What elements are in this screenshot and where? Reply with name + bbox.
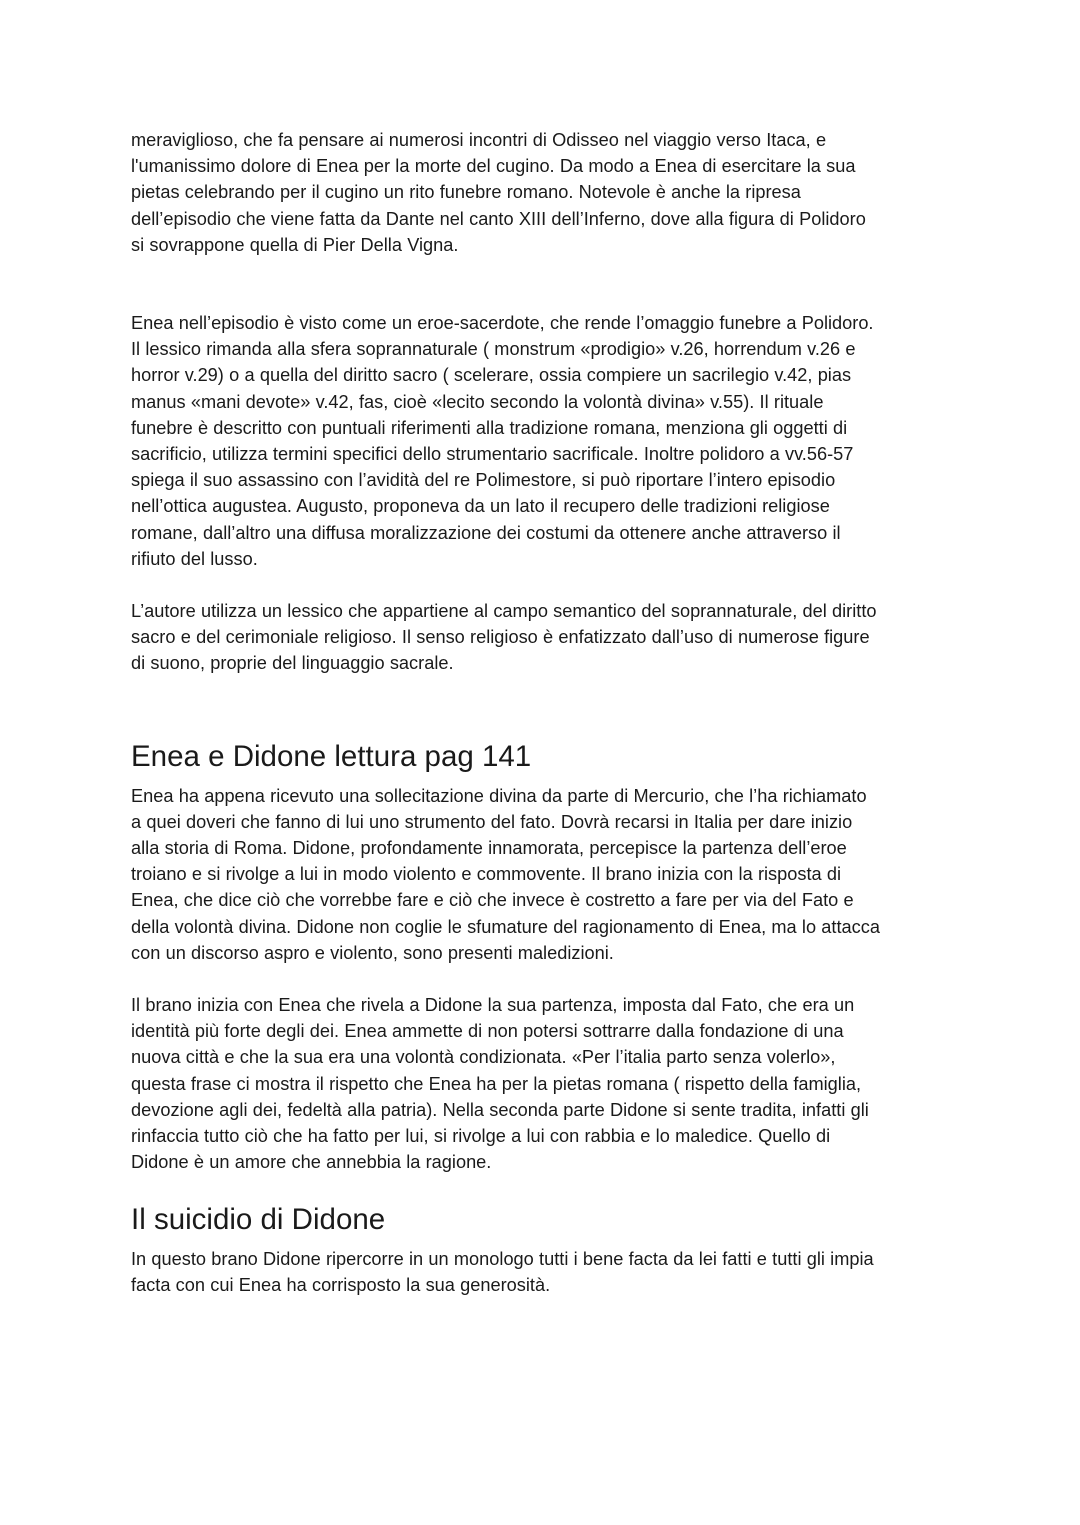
heading-enea-didone: Enea e Didone lettura pag 141 [131,739,532,773]
paragraph-suicidio: In questo brano Didone ripercorre in un monologo tutti i bene facta da lei fatti e tutti gli impia facta con cui Enea ha corrisposto la sua generosità. [131,1248,874,1295]
paragraph-polidoro-intro: meraviglioso, che fa pensare ai numerosi incontri di Odisseo nel viaggio verso Itaca, e l'umanissimo dolore di Enea per la morte del cugino. Da modo a Enea di esercitare la sua pietas celebrando per il cugino un rito funebre romano. Notevole è anche la ripresa dell’episodio che viene fatta da Dante nel canto XIII dell’Inferno, dove alla figura di Polidoro si sovrappone quella di Pier Della Vigna. [131,130,866,255]
paragraph-enea-didone-intro: Enea ha appena ricevuto una sollecitazione divina da parte di Mercurio, che l’ha richiamato a quei doveri che fanno di lui uno strumento del fato. Dovrà recarsi in Italia per dare inizio alla storia di Roma. Didone, profondamente innamorata, percepisce la partenza dell’eroe troiano e si rivolge a lui in modo violento e commovente. Il brano inizia con la risposta di Enea, che dice ciò che vorrebbe fare e ciò che invece è costretto a fare per via del Fato e della volontà divina. Didone non coglie le sfumature del ragionamento di Enea, ma lo attacca con un discorso aspro e violento, sono presenti maledizioni. [131,785,880,963]
paragraph-lessico: L’autore utilizza un lessico che appartiene al campo semantico del soprannaturale, del diritto sacro e del cerimoniale religioso. Il senso religioso è enfatizzato dall’uso di numerose figure di suono, proprie del linguaggio sacrale. [131,601,877,674]
heading-suicidio-didone: Il suicidio di Didone [131,1202,386,1236]
paragraph-enea-sacerdote: Enea nell’episodio è visto come un eroe-sacerdote, che rende l’omaggio funebre a Polidoro. Il lessico rimanda alla sfera soprannaturale ( monstrum «prodigio» v.26, horrendum v.26 e horror v.29) o a quella del diritto sacro ( scelerare, ossia compiere un sacrilegio v.42, pias manus «mani devote» v.42, fas, cioè «lecito secondo la volontà divina» v.55). Il rituale funebre è descritto con puntuali riferimenti alla tradizione romana, menziona gli oggetti di sacrificio, utilizza termini specifici dello strumentario sacrificale. Inoltre polidoro a vv.56-57 spiega il suo assassino con l’avidità del re Polimestore, si può riportare l’intero episodio nell’ottica augustea. Augusto, proponeva da un lato il recupero delle tradizioni religiose romane, dall’altro una diffusa moralizzazione dei costumi da ottenere anche attraverso il rifiuto del lusso. [131,313,874,569]
paragraph-enea-partenza: Il brano inizia con Enea che rivela a Didone la sua partenza, imposta dal Fato, che era un identità più forte degli dei. Enea ammette di non potersi sottrarre dalla fondazione di una nuova città e che la sua era una volontà condizionata. «Per l’italia parto senza volerlo», questa frase ci mostra il rispetto che Enea ha per la pietas romana ( rispetto della famiglia, devozione agli dei, fedeltà alla patria). Nella seconda parte Didone si sente tradita, infatti gli rinfaccia tutto ciò che ha fatto per lui, si rivolge a lui con rabbia e lo maledice. Quello di Didone è un amore che annebbia la ragione. [131,995,869,1173]
document-page [131,127,961,1298]
